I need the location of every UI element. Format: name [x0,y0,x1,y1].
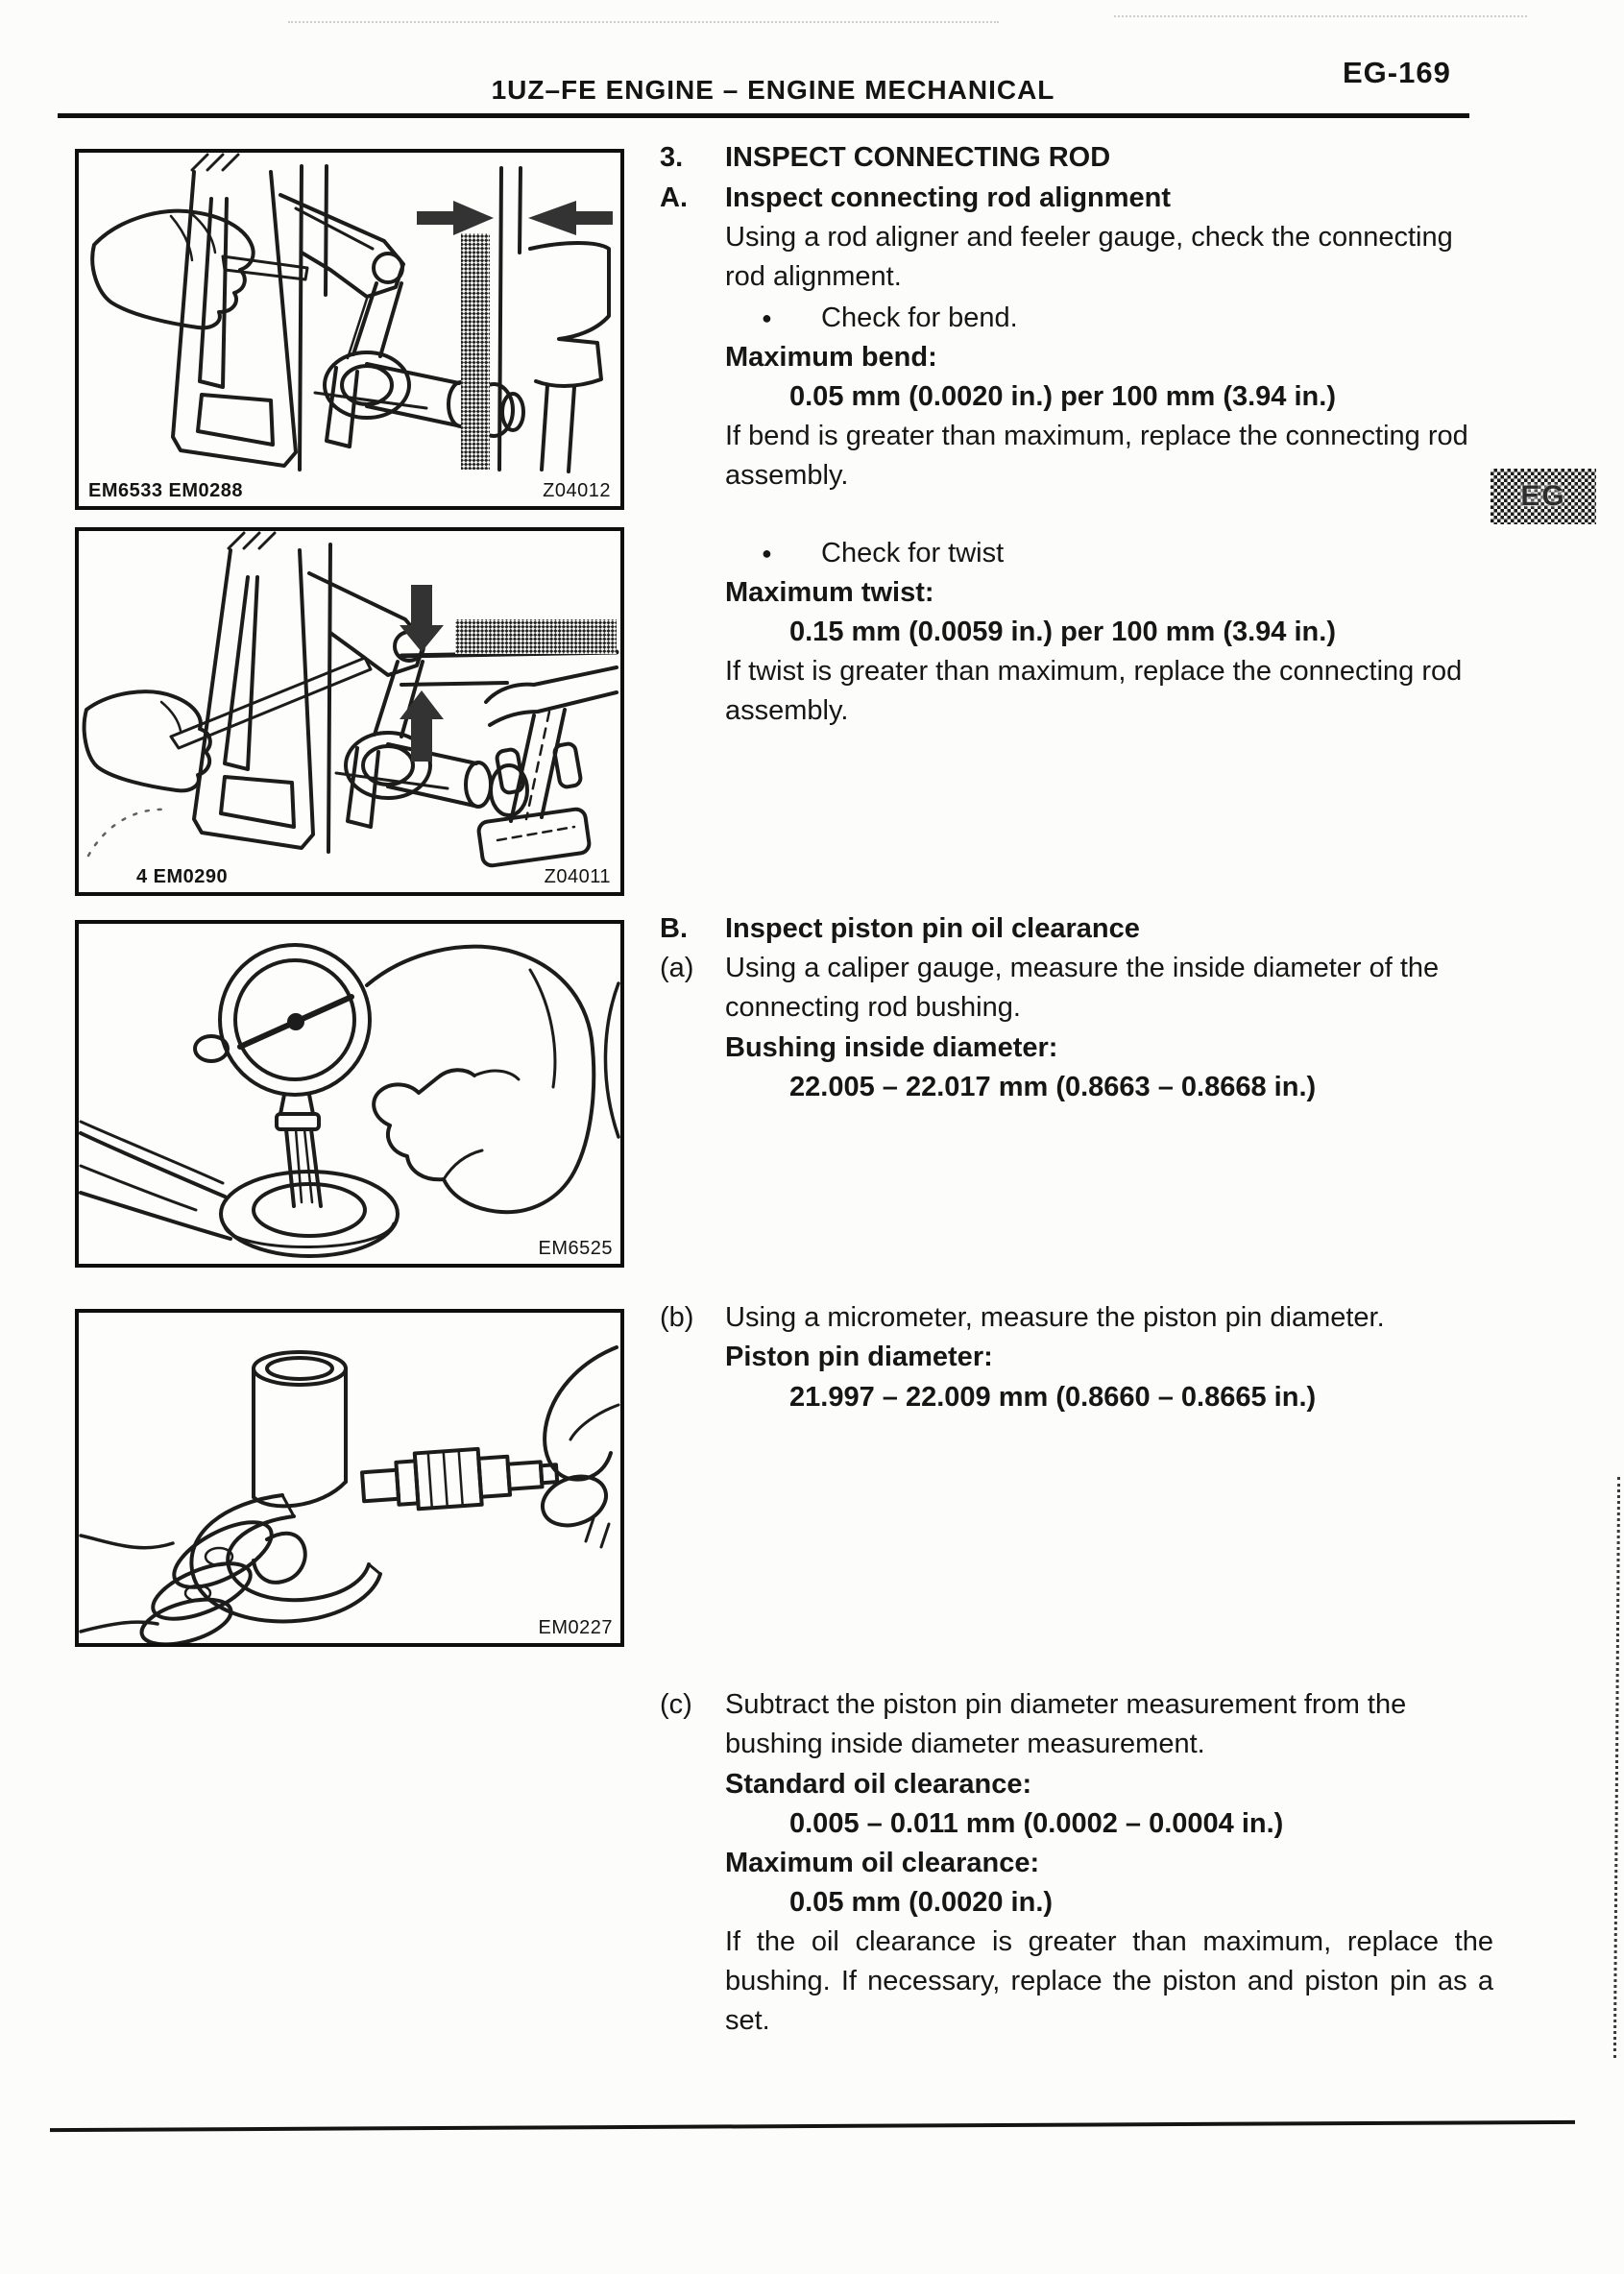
header-rule [58,113,1469,118]
caliper-gauge-illustration [79,924,620,1264]
bend-note: If bend is greater than maximum, replace the connecting rod assembly. [725,421,1468,491]
scan-noise-line [1114,15,1527,17]
bottom-rule [50,2120,1575,2132]
item-number: (c) [660,1689,692,1720]
figure-caption: EM0227 [538,1617,613,1638]
scan-noise-line [288,21,999,23]
bullet-text: Check for bend. [821,302,1018,333]
step-number: B. [660,913,688,944]
twist-bullet-item [762,534,1004,573]
item-text: Using a caliper gauge, measure the inside diameter of the connecting rod bushing. [725,953,1440,1023]
twist-note: If twist is greater than maximum, replace the connecting rod assembly. [725,656,1463,726]
spec-label: Standard oil clearance: [725,1769,1032,1800]
page-title: 1UZ–FE ENGINE – ENGINE MECHANICAL [491,75,1055,105]
figure-caliper-gauge [75,920,624,1268]
figure-caption: Z04011 [544,866,611,887]
bullet-icon: ● [762,544,772,563]
spec-label: Maximum bend: [725,342,937,373]
bend-check-illustration [79,153,620,506]
figure-micrometer [75,1309,624,1647]
spec-value: 0.005 – 0.011 mm (0.0002 – 0.0004 in.) [789,1808,1284,1839]
item-text: Subtract the piston pin diameter measurement from the bushing inside diameter measurement. [725,1689,1407,1759]
step-a-heading [660,179,1171,218]
step-b-heading [660,909,1140,949]
spec-value: 0.05 mm (0.0020 in.) [789,1887,1054,1918]
figure-caption: EM6533 EM0288 [88,480,244,501]
twist-check-illustration [79,531,620,892]
spec-value: 0.05 mm (0.0020 in.) per 100 mm (3.94 in.) [789,381,1336,412]
item-b [660,1298,1493,1338]
spec-value: 21.997 – 22.009 mm (0.8660 – 0.8665 in.) [789,1382,1317,1413]
figure-caption: EM6525 [538,1238,613,1259]
step-title: Inspect piston pin oil clearance [725,913,1140,944]
item-a [660,949,1493,1028]
bullet-text: Check for twist [821,538,1005,568]
item-c [660,1685,1493,1764]
page-edge-dots [1613,1477,1620,2058]
spec-label: Bushing inside diameter: [725,1032,1058,1063]
page-code: EG-169 [1343,56,1451,89]
spec-label: Maximum oil clearance: [725,1848,1040,1878]
figure-caption: 4 EM0290 [136,866,229,887]
eg-tab-label: EG [1520,480,1566,512]
step-a-intro: Using a rod aligner and feeler gauge, check the connecting rod alignment. [725,222,1453,292]
bullet-icon: ● [762,308,772,327]
figure-twist-check [75,527,624,896]
figure-bend-check [75,149,624,510]
figure-caption: Z04012 [543,480,611,501]
step-number: A. [660,182,688,213]
eg-section-tab [1491,469,1596,524]
item-c-note: If the oil clearance is greater than maximum, replace the bushing. If necessary, replace the piston and piston pin as a set. [725,1926,1493,2036]
step-title: Inspect connecting rod alignment [725,182,1172,213]
spec-value: 22.005 – 22.017 mm (0.8663 – 0.8668 in.) [789,1072,1317,1102]
step-3-heading [660,138,1110,178]
spec-value: 0.15 mm (0.0059 in.) per 100 mm (3.94 in.) [789,617,1336,647]
spec-label: Piston pin diameter: [725,1342,993,1372]
step-number: 3. [660,142,684,173]
spec-label: Maximum twist: [725,577,934,608]
item-number: (b) [660,1302,694,1333]
item-text: Using a micrometer, measure the piston pin diameter. [725,1302,1385,1333]
bend-bullet-item [762,299,1018,338]
micrometer-illustration [79,1313,620,1643]
item-number: (a) [660,953,694,983]
step-title: INSPECT CONNECTING ROD [725,142,1111,173]
